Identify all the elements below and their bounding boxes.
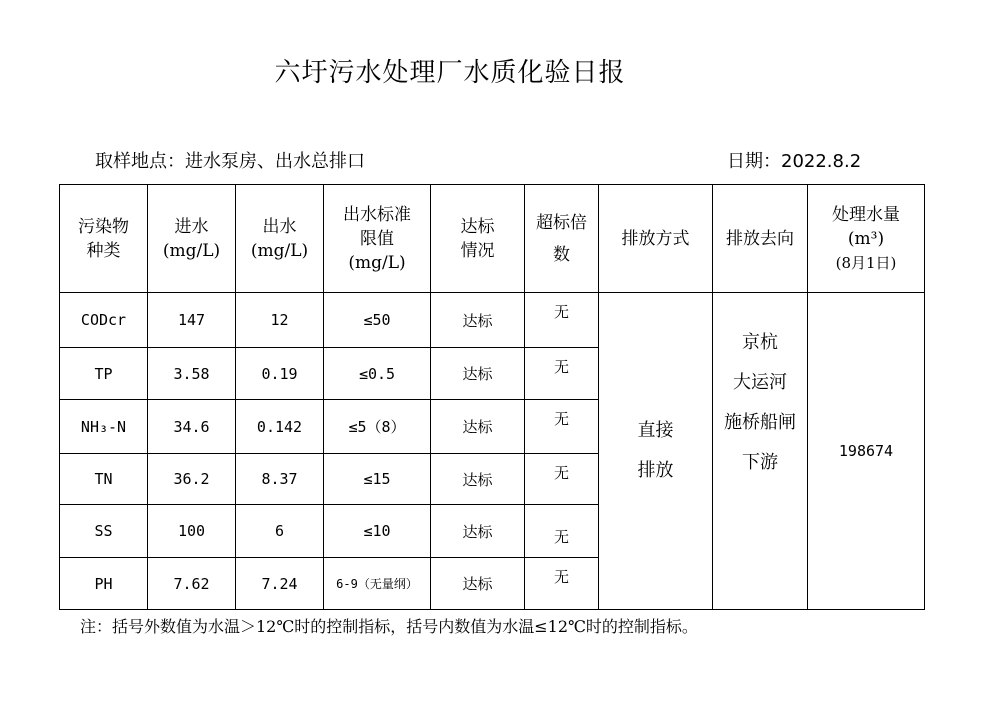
header-volume: 处理水量 (m³) (8月1日) bbox=[808, 185, 925, 293]
compliance-cell: 达标 bbox=[431, 293, 525, 348]
limit-cell: ≤0.5 bbox=[324, 348, 431, 400]
discharge-direction-line: 施桥船闸 bbox=[724, 412, 796, 433]
limit-cell: ≤15 bbox=[324, 454, 431, 505]
inflow-cell: 7.62 bbox=[148, 558, 236, 610]
inflow-cell: 36.2 bbox=[148, 454, 236, 505]
inflow-cell: 34.6 bbox=[148, 400, 236, 454]
exceed-cell: 无 bbox=[525, 505, 599, 558]
header-exceed: 超标倍 数 bbox=[525, 185, 599, 293]
pollutant-cell: SS bbox=[60, 505, 148, 558]
discharge-direction-line: 大运河 bbox=[733, 372, 787, 393]
limit-cell: ≤5（8） bbox=[324, 400, 431, 454]
header-compliance: 达标 情况 bbox=[431, 185, 525, 293]
discharge-direction-line: 下游 bbox=[742, 452, 778, 473]
header-limit: 出水标准 限值 (mg/L) bbox=[324, 185, 431, 293]
table-row bbox=[60, 293, 925, 348]
exceed-cell: 无 bbox=[525, 293, 599, 348]
compliance-cell: 达标 bbox=[431, 348, 525, 400]
footnote: 注：括号外数值为水温＞12℃时的控制指标，括号内数值为水温≤12℃时的控制指标。 bbox=[80, 617, 698, 636]
discharge-method-line: 排放 bbox=[637, 460, 674, 481]
exceed-cell: 无 bbox=[525, 558, 599, 610]
exceed-cell: 无 bbox=[525, 454, 599, 505]
inflow-cell: 3.58 bbox=[148, 348, 236, 400]
header-discharge-method: 排放方式 bbox=[599, 185, 713, 293]
compliance-cell: 达标 bbox=[431, 558, 525, 610]
discharge-direction-cell bbox=[713, 293, 808, 610]
header-row bbox=[60, 185, 925, 293]
header-discharge-direction: 排放去向 bbox=[713, 185, 808, 293]
outflow-cell: 8.37 bbox=[236, 454, 324, 505]
pollutant-cell: TP bbox=[60, 348, 148, 400]
limit-cell: ≤50 bbox=[324, 293, 431, 348]
inflow-cell: 100 bbox=[148, 505, 236, 558]
exceed-cell: 无 bbox=[525, 348, 599, 400]
discharge-direction-line: 京杭 bbox=[742, 332, 778, 353]
pollutant-cell: TN bbox=[60, 454, 148, 505]
limit-cell: 6-9（无量纲） bbox=[324, 558, 431, 610]
water-quality-table bbox=[59, 184, 925, 610]
outflow-cell: 12 bbox=[236, 293, 324, 348]
outflow-cell: 7.24 bbox=[236, 558, 324, 610]
report-title: 六圩污水处理厂水质化验日报 bbox=[274, 58, 626, 88]
compliance-cell: 达标 bbox=[431, 400, 525, 454]
outflow-cell: 0.142 bbox=[236, 400, 324, 454]
header-pollutant: 污染物 种类 bbox=[60, 185, 148, 293]
report-date: 日期：2022.8.2 bbox=[727, 151, 862, 172]
limit-cell: ≤10 bbox=[324, 505, 431, 558]
outflow-cell: 6 bbox=[236, 505, 324, 558]
inflow-cell: 147 bbox=[148, 293, 236, 348]
sampling-location: 取样地点：进水泵房、出水总排口 bbox=[95, 151, 365, 172]
compliance-cell: 达标 bbox=[431, 454, 525, 505]
discharge-method-cell bbox=[599, 293, 713, 610]
volume-cell: 198674 bbox=[808, 293, 925, 610]
exceed-cell: 无 bbox=[525, 400, 599, 454]
header-outflow: 出水 (mg/L) bbox=[236, 185, 324, 293]
pollutant-cell: PH bbox=[60, 558, 148, 610]
pollutant-cell: CODcr bbox=[60, 293, 148, 348]
outflow-cell: 0.19 bbox=[236, 348, 324, 400]
pollutant-cell: NH₃-N bbox=[60, 400, 148, 454]
compliance-cell: 达标 bbox=[431, 505, 525, 558]
discharge-method-line: 直接 bbox=[637, 420, 674, 441]
header-inflow: 进水 (mg/L) bbox=[148, 185, 236, 293]
